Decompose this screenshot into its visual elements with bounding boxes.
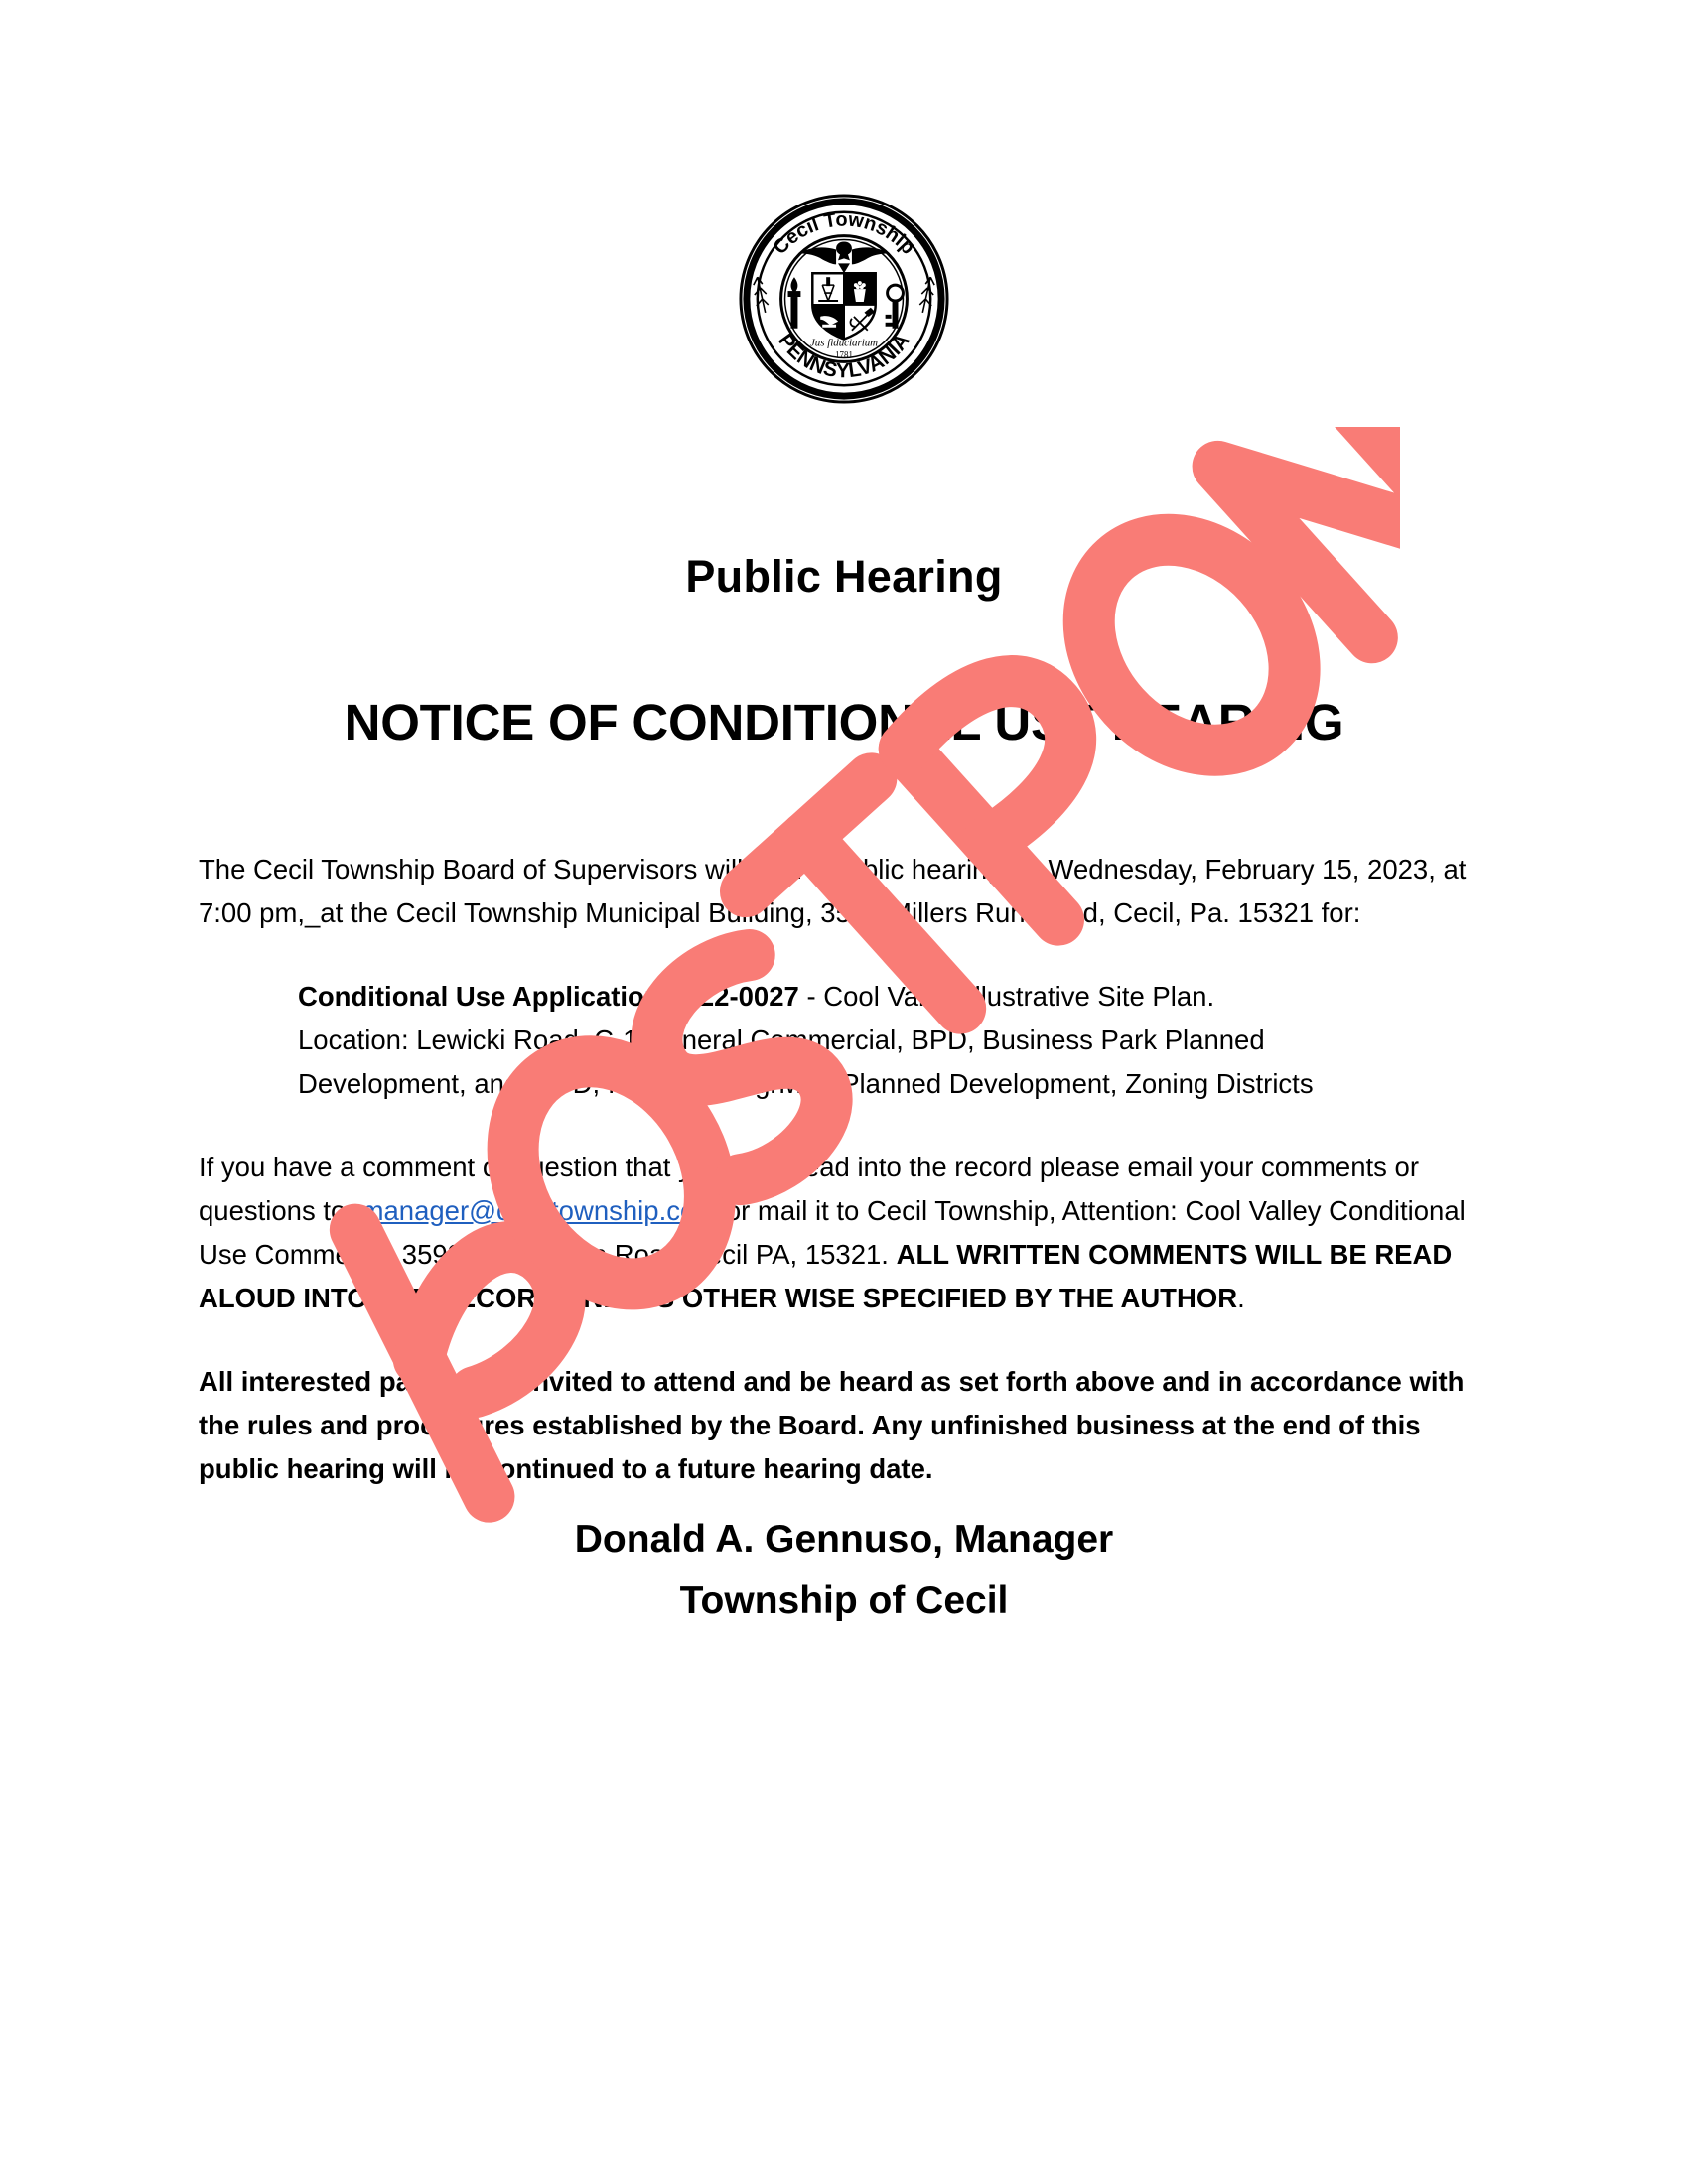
- signatory-name-title: Donald A. Gennuso, Manager: [574, 1518, 1114, 1561]
- invitation-paragraph: All interested parties are invited to attend and be heard as set forth above and in accordance with the rules and procedures established by the Board. Any unfinished business at the end of this public hearing will be continued to a future hearing date.: [199, 1366, 1465, 1484]
- seal-container: [0, 191, 1688, 412]
- application-location-line-2: Development, and IHPD, Interstate Highway Planned Development, Zoning Districts: [298, 1068, 1314, 1099]
- application-line-1: [298, 975, 1470, 1019]
- svg-text:Cecil Township: Cecil Township: [769, 208, 919, 259]
- svg-text:1781: 1781: [835, 349, 853, 360]
- page-title: NOTICE OF CONDITIONAL USE HEARING: [344, 694, 1344, 751]
- svg-text:Jus fiduciarium: Jus fiduciarium: [809, 337, 879, 349]
- svg-text:PENNSYLVANIA: PENNSYLVANIA: [774, 329, 914, 383]
- signatory-organization: Township of Cecil: [679, 1579, 1009, 1622]
- spacer: [199, 935, 1489, 975]
- spacer: [199, 1106, 1489, 1146]
- comments-text-part-3: .: [1237, 1283, 1245, 1313]
- application-description: - Cool Valley Illustrative Site Plan.: [798, 981, 1215, 1012]
- application-number: Conditional Use Application 2022-0027: [298, 981, 799, 1012]
- intro-paragraph: The Cecil Township Board of Supervisors will hold a public hearing on Wednesday, February 15, 2023, at 7:00 pm,_at the Cecil Township Municipal Building, 3599 Millers Run Road, Cecil, Pa. 15321 for:: [199, 854, 1467, 928]
- comments-text-part-2: or mail it to Cecil Township, Attention: Cool Valley Conditional Use Comments, 3599 Millers Run Road Cecil PA, 15321.: [199, 1195, 1466, 1270]
- page-eyebrow-heading: Public Hearing: [685, 551, 1003, 602]
- comments-text-part-1: If you have a comment or question that you want read into the record please email your comments or questions to:: [199, 1152, 1419, 1226]
- comments-emphasis: ALL WRITTEN COMMENTS WILL BE READ ALOUD INTO THE RECORD UNLESS OTHER WISE SPECIFIED BY THE AUTHOR: [199, 1239, 1453, 1313]
- manager-email-link[interactable]: manager@ceciltownship.com: [360, 1195, 719, 1226]
- cecil-township-seal-icon: [736, 191, 952, 407]
- spacer: [199, 1320, 1489, 1360]
- application-details-block: [298, 975, 1470, 1106]
- signature-block: [0, 1509, 1688, 1632]
- document-body: [199, 848, 1489, 1491]
- application-location-line-1: Location: Lewicki Road, C-1 General Commercial, BPD, Business Park Planned: [298, 1024, 1265, 1055]
- comments-paragraph: [199, 1146, 1489, 1320]
